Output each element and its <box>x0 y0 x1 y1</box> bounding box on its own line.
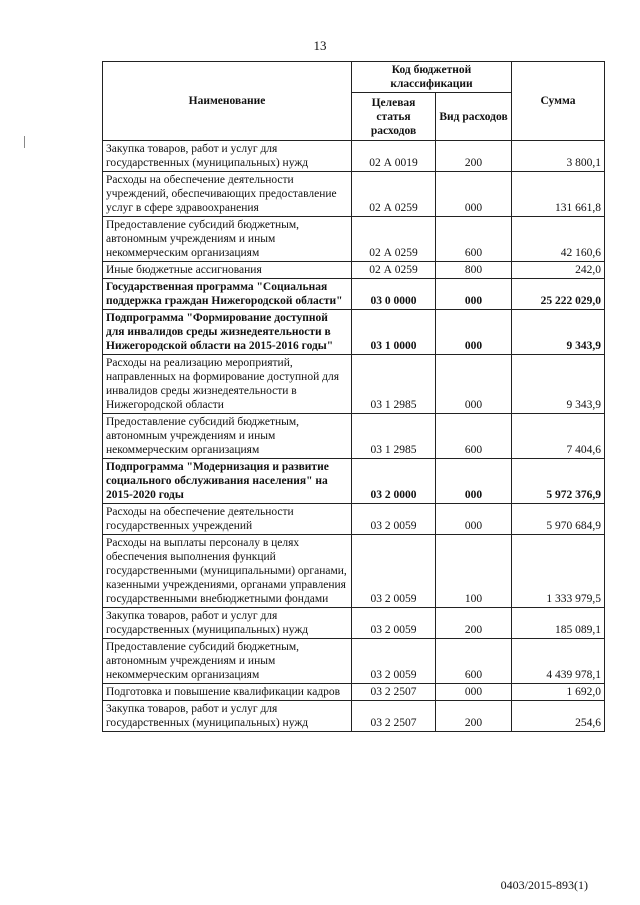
header-expense-kind: Вид расходов <box>436 93 512 141</box>
page-number: 13 <box>313 38 327 53</box>
row-name: Закупка товаров, работ и услуг для государственных (муниципальных) нужд <box>103 701 352 732</box>
table-row <box>103 217 605 262</box>
row-name: Иные бюджетные ассигнования <box>103 262 352 279</box>
table-row <box>103 310 605 355</box>
row-name: Расходы на выплаты персоналу в целях обеспечения выполнения функций государственными (муниципальными) органами, казенными учреждениями, органами управления государственными внебюджетными фондами <box>103 535 352 608</box>
row-sum: 9 343,9 <box>512 355 605 414</box>
row-code: 03 1 0000 <box>352 310 436 355</box>
row-kind: 200 <box>436 141 512 172</box>
row-kind: 200 <box>436 701 512 732</box>
table-row <box>103 504 605 535</box>
table-row <box>103 355 605 414</box>
row-kind: 000 <box>436 504 512 535</box>
row-kind: 200 <box>436 608 512 639</box>
row-sum: 131 661,8 <box>512 172 605 217</box>
table-body <box>103 141 605 732</box>
row-name: Закупка товаров, работ и услуг для государственных (муниципальных) нужд <box>103 608 352 639</box>
row-sum: 185 089,1 <box>512 608 605 639</box>
row-sum: 9 343,9 <box>512 310 605 355</box>
row-name: Закупка товаров, работ и услуг для государственных (муниципальных) нужд <box>103 141 352 172</box>
row-code: 03 2 0059 <box>352 639 436 684</box>
row-name: Подпрограмма "Модернизация и развитие социального обслуживания населения" на 2015-2020 годы <box>103 459 352 504</box>
row-kind: 600 <box>436 217 512 262</box>
row-sum: 254,6 <box>512 701 605 732</box>
row-code: 03 1 2985 <box>352 355 436 414</box>
row-name: Государственная программа "Социальная поддержка граждан Нижегородской области" <box>103 279 352 310</box>
document-number: 0403/2015-893(1) <box>500 878 588 892</box>
row-code: 02 А 0259 <box>352 217 436 262</box>
table-row <box>103 262 605 279</box>
row-code: 02 А 0259 <box>352 172 436 217</box>
margin-mark <box>24 136 25 148</box>
row-name: Расходы на обеспечение деятельности учреждений, обеспечивающих предоставление услуг в сфере здравоохранения <box>103 172 352 217</box>
row-sum: 5 970 684,9 <box>512 504 605 535</box>
row-kind: 000 <box>436 459 512 504</box>
row-sum: 3 800,1 <box>512 141 605 172</box>
row-name: Предоставление субсидий бюджетным, автономным учреждениям и иным некоммерческим организациям <box>103 639 352 684</box>
table-row <box>103 279 605 310</box>
row-code: 02 А 0259 <box>352 262 436 279</box>
row-name: Предоставление субсидий бюджетным, автономным учреждениям и иным некоммерческим организациям <box>103 414 352 459</box>
row-code: 03 2 2507 <box>352 701 436 732</box>
row-code: 03 2 0059 <box>352 504 436 535</box>
row-kind: 100 <box>436 535 512 608</box>
row-kind: 600 <box>436 639 512 684</box>
row-kind: 000 <box>436 310 512 355</box>
table-row <box>103 414 605 459</box>
table-row <box>103 172 605 217</box>
row-name: Подпрограмма "Формирование доступной для инвалидов среды жизнедеятельности в Нижегородской области на 2015-2016 годы" <box>103 310 352 355</box>
budget-table <box>102 61 605 732</box>
row-kind: 000 <box>436 684 512 701</box>
row-sum: 1 333 979,5 <box>512 535 605 608</box>
row-code: 03 2 0000 <box>352 459 436 504</box>
row-kind: 000 <box>436 279 512 310</box>
header-sum: Сумма <box>512 62 605 141</box>
row-name: Расходы на реализацию мероприятий, направленных на формирование доступной для инвалидов среды жизнедеятельности в Нижегородской области <box>103 355 352 414</box>
table-row <box>103 608 605 639</box>
row-code: 02 А 0019 <box>352 141 436 172</box>
row-sum: 5 972 376,9 <box>512 459 605 504</box>
table-row <box>103 141 605 172</box>
row-name: Предоставление субсидий бюджетным, автономным учреждениям и иным некоммерческим организациям <box>103 217 352 262</box>
row-kind: 600 <box>436 414 512 459</box>
row-kind: 800 <box>436 262 512 279</box>
table-row <box>103 459 605 504</box>
row-sum: 42 160,6 <box>512 217 605 262</box>
row-name: Подготовка и повышение квалификации кадров <box>103 684 352 701</box>
table-row <box>103 701 605 732</box>
row-code: 03 0 0000 <box>352 279 436 310</box>
row-sum: 4 439 978,1 <box>512 639 605 684</box>
row-sum: 25 222 029,0 <box>512 279 605 310</box>
table-row <box>103 535 605 608</box>
row-code: 03 2 0059 <box>352 608 436 639</box>
header-name: Наименование <box>103 62 352 141</box>
row-sum: 1 692,0 <box>512 684 605 701</box>
table-row <box>103 639 605 684</box>
row-code: 03 2 0059 <box>352 535 436 608</box>
row-sum: 242,0 <box>512 262 605 279</box>
header-budget-code: Код бюджетной классификации <box>352 62 512 93</box>
row-code: 03 2 2507 <box>352 684 436 701</box>
table-row <box>103 684 605 701</box>
row-name: Расходы на обеспечение деятельности государственных учреждений <box>103 504 352 535</box>
row-kind: 000 <box>436 172 512 217</box>
row-sum: 7 404,6 <box>512 414 605 459</box>
row-kind: 000 <box>436 355 512 414</box>
header-target-article: Целевая статья расходов <box>352 93 436 141</box>
row-code: 03 1 2985 <box>352 414 436 459</box>
